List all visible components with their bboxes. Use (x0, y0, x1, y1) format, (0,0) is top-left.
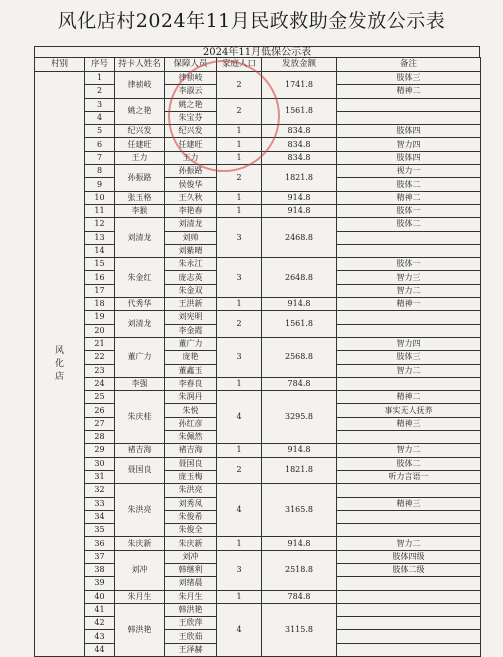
row-number: 4 (85, 111, 115, 124)
village-char: 店 (54, 371, 64, 382)
relief-table (34, 57, 481, 657)
beneficiary-cell: 王力 (165, 151, 217, 164)
table-row (35, 204, 481, 217)
remarks-cell: 智力二 (337, 364, 481, 377)
header-number: 序号 (85, 58, 115, 72)
cardholder-cell: 韩洪艳 (115, 603, 165, 656)
row-number: 36 (85, 537, 115, 550)
table-row (35, 457, 481, 470)
cardholder-cell: 纪兴发 (115, 125, 165, 138)
beneficiary-cell: 韩继利 (165, 563, 217, 576)
remarks-cell (337, 111, 481, 124)
beneficiary-cell: 庞志英 (165, 271, 217, 284)
row-number: 40 (85, 590, 115, 603)
table-row (35, 391, 481, 404)
row-number: 33 (85, 497, 115, 510)
beneficiary-cell: 董广力 (165, 337, 217, 350)
household-size-cell: 3 (217, 258, 262, 298)
remarks-cell: 精神二 (337, 191, 481, 204)
cardholder-cell: 孙振路 (115, 165, 165, 192)
remarks-cell (337, 484, 481, 497)
row-number: 32 (85, 484, 115, 497)
amount-cell: 3115.8 (262, 603, 337, 656)
beneficiary-cell: 侯俊华 (165, 178, 217, 191)
remarks-cell: 肢体三 (337, 351, 481, 364)
amount-cell: 914.8 (262, 204, 337, 217)
table-row (35, 298, 481, 311)
beneficiary-cell: 李金霞 (165, 324, 217, 337)
row-number: 19 (85, 311, 115, 324)
remarks-cell: 视力一 (337, 165, 481, 178)
table-row (35, 537, 481, 550)
remarks-cell: 智力四 (337, 337, 481, 350)
amount-cell: 2468.8 (262, 218, 337, 258)
remarks-cell (337, 617, 481, 630)
village-char: 化 (54, 358, 64, 369)
row-number: 13 (85, 231, 115, 244)
beneficiary-cell: 董鑫玉 (165, 364, 217, 377)
table-row (35, 125, 481, 138)
row-number: 29 (85, 444, 115, 457)
remarks-cell: 听力言语一 (337, 470, 481, 483)
amount-cell: 1561.8 (262, 311, 337, 338)
beneficiary-cell: 韩洪艳 (165, 603, 217, 616)
remarks-cell: 肢体四 (337, 151, 481, 164)
amount-cell: 914.8 (262, 444, 337, 457)
beneficiary-cell: 聂国良 (165, 457, 217, 470)
remarks-cell: 智力三 (337, 271, 481, 284)
row-number: 8 (85, 165, 115, 178)
cardholder-cell: 褚吉海 (115, 444, 165, 457)
amount-cell: 1821.8 (262, 165, 337, 192)
remarks-cell (337, 324, 481, 337)
page-title: 风化店村2024年11月民政救助金发放公示表 (57, 10, 446, 32)
remarks-cell: 肢体四 (337, 125, 481, 138)
household-size-cell: 3 (217, 550, 262, 590)
row-number: 1 (85, 72, 115, 85)
row-number: 28 (85, 431, 115, 444)
table-row (35, 377, 481, 390)
remarks-cell (337, 590, 481, 603)
row-number: 18 (85, 298, 115, 311)
household-size-cell: 4 (217, 391, 262, 444)
remarks-cell (337, 524, 481, 537)
household-size-cell: 1 (217, 204, 262, 217)
table-row (35, 72, 481, 85)
header-row (35, 58, 481, 72)
beneficiary-cell: 朱永江 (165, 258, 217, 271)
amount-cell: 834.8 (262, 138, 337, 151)
household-size-cell: 1 (217, 138, 262, 151)
amount-cell: 834.8 (262, 125, 337, 138)
cardholder-cell: 朱月生 (115, 590, 165, 603)
row-number: 6 (85, 138, 115, 151)
cardholder-cell: 王力 (115, 151, 165, 164)
cardholder-cell: 刘清龙 (115, 218, 165, 258)
table-row (35, 550, 481, 563)
household-size-cell: 3 (217, 337, 262, 377)
table-row (35, 218, 481, 231)
beneficiary-cell: 朱佩然 (165, 431, 217, 444)
household-size-cell: 1 (217, 537, 262, 550)
beneficiary-cell: 姚之艳 (165, 98, 217, 111)
row-number: 35 (85, 524, 115, 537)
cardholder-cell: 律祯岐 (115, 72, 165, 99)
cardholder-cell: 聂国良 (115, 457, 165, 484)
beneficiary-cell: 朱月生 (165, 590, 217, 603)
remarks-cell: 智力二 (337, 537, 481, 550)
remarks-cell: 智力二 (337, 284, 481, 297)
row-number: 31 (85, 470, 115, 483)
beneficiary-cell: 刘清龙 (165, 218, 217, 231)
remarks-cell: 精神二 (337, 85, 481, 98)
table-row (35, 151, 481, 164)
cardholder-cell: 李强 (115, 377, 165, 390)
table-row (35, 484, 481, 497)
beneficiary-cell: 刘宪明 (165, 311, 217, 324)
row-number: 41 (85, 603, 115, 616)
remarks-cell (337, 577, 481, 590)
row-number: 34 (85, 510, 115, 523)
household-size-cell: 2 (217, 457, 262, 484)
row-number: 24 (85, 377, 115, 390)
cardholder-cell: 姚之艳 (115, 98, 165, 125)
cardholder-cell: 朱庆桂 (115, 391, 165, 444)
remarks-cell: 肢体二 (337, 178, 481, 191)
row-number: 22 (85, 351, 115, 364)
row-number: 5 (85, 125, 115, 138)
row-number: 14 (85, 244, 115, 257)
beneficiary-cell: 王欣萍 (165, 617, 217, 630)
table-row (35, 138, 481, 151)
remarks-cell (337, 98, 481, 111)
beneficiary-cell: 朱俊全 (165, 524, 217, 537)
cardholder-cell: 任建旺 (115, 138, 165, 151)
beneficiary-cell: 孙红彦 (165, 417, 217, 430)
remarks-cell: 肢体二级 (337, 563, 481, 576)
household-size-cell: 1 (217, 151, 262, 164)
remarks-cell: 精神三 (337, 497, 481, 510)
row-number: 2 (85, 85, 115, 98)
amount-cell: 834.8 (262, 151, 337, 164)
household-size-cell: 1 (217, 298, 262, 311)
row-number: 30 (85, 457, 115, 470)
household-size-cell: 1 (217, 444, 262, 457)
remarks-cell: 肢体一 (337, 258, 481, 271)
row-number: 3 (85, 98, 115, 111)
household-size-cell: 4 (217, 484, 262, 537)
row-number: 20 (85, 324, 115, 337)
row-number: 42 (85, 617, 115, 630)
beneficiary-cell: 庞艳 (165, 351, 217, 364)
beneficiary-cell: 朱润丹 (165, 391, 217, 404)
table-row (35, 165, 481, 178)
amount-cell: 784.8 (262, 590, 337, 603)
row-number: 25 (85, 391, 115, 404)
remarks-cell (337, 377, 481, 390)
remarks-cell: 精神三 (337, 417, 481, 430)
beneficiary-cell: 朱金双 (165, 284, 217, 297)
household-size-cell: 2 (217, 311, 262, 338)
remarks-cell: 智力二 (337, 444, 481, 457)
beneficiary-cell: 朱庆新 (165, 537, 217, 550)
amount-cell: 2518.8 (262, 550, 337, 590)
beneficiary-cell: 王欣茹 (165, 630, 217, 643)
table-row (35, 444, 481, 457)
header-remarks: 备注 (337, 58, 481, 72)
cardholder-cell: 刘清龙 (115, 311, 165, 338)
household-size-cell: 4 (217, 603, 262, 656)
remarks-cell: 肢体一 (337, 204, 481, 217)
header-village: 村别 (35, 58, 85, 72)
remarks-cell: 肢体三 (337, 72, 481, 85)
table-row (35, 337, 481, 350)
beneficiary-cell: 刘帅 (165, 231, 217, 244)
beneficiary-cell: 朱洪亮 (165, 484, 217, 497)
cardholder-cell: 张玉格 (115, 191, 165, 204)
household-size-cell: 1 (217, 125, 262, 138)
cardholder-cell: 李猴 (115, 204, 165, 217)
beneficiary-cell: 任建旺 (165, 138, 217, 151)
beneficiary-cell: 刘冲 (165, 550, 217, 563)
household-size-cell: 2 (217, 165, 262, 192)
row-number: 27 (85, 417, 115, 430)
household-size-cell: 1 (217, 191, 262, 204)
amount-cell: 1741.8 (262, 72, 337, 99)
amount-cell: 914.8 (262, 191, 337, 204)
beneficiary-cell: 王久秋 (165, 191, 217, 204)
remarks-cell: 精神二 (337, 391, 481, 404)
beneficiary-cell: 李春良 (165, 377, 217, 390)
cardholder-cell: 朱庆新 (115, 537, 165, 550)
household-size-cell: 2 (217, 72, 262, 99)
remarks-cell: 肢体四级 (337, 550, 481, 563)
village-cell (35, 72, 85, 657)
amount-cell: 914.8 (262, 298, 337, 311)
row-number: 11 (85, 204, 115, 217)
household-size-cell: 1 (217, 377, 262, 390)
table-row (35, 258, 481, 271)
row-number: 16 (85, 271, 115, 284)
row-number: 9 (85, 178, 115, 191)
amount-cell: 1561.8 (262, 98, 337, 125)
household-size-cell: 3 (217, 218, 262, 258)
cardholder-cell: 董广力 (115, 337, 165, 377)
amount-cell: 914.8 (262, 537, 337, 550)
amount-cell: 1821.8 (262, 457, 337, 484)
beneficiary-cell: 朱悦 (165, 404, 217, 417)
beneficiary-cell: 王洪新 (165, 298, 217, 311)
cardholder-cell: 朱洪亮 (115, 484, 165, 537)
beneficiary-cell: 孙振路 (165, 165, 217, 178)
remarks-cell: 精神一 (337, 298, 481, 311)
remarks-cell (337, 231, 481, 244)
table-row (35, 311, 481, 324)
household-size-cell: 2 (217, 98, 262, 125)
row-number: 7 (85, 151, 115, 164)
remarks-cell (337, 311, 481, 324)
beneficiary-cell: 王泽赫 (165, 643, 217, 656)
header-amount: 发放金额 (262, 58, 337, 72)
row-number: 38 (85, 563, 115, 576)
remarks-cell (337, 510, 481, 523)
village-char: 风 (54, 345, 64, 356)
row-number: 23 (85, 364, 115, 377)
remarks-cell: 智力四 (337, 138, 481, 151)
beneficiary-cell: 褚吉海 (165, 444, 217, 457)
table-row (35, 590, 481, 603)
beneficiary-cell: 李艳春 (165, 204, 217, 217)
cardholder-cell: 代秀华 (115, 298, 165, 311)
header-household-size: 家庭人口 (217, 58, 262, 72)
row-number: 37 (85, 550, 115, 563)
remarks-cell (337, 603, 481, 616)
row-number: 44 (85, 643, 115, 656)
amount-cell: 3295.8 (262, 391, 337, 444)
table-row (35, 603, 481, 616)
remarks-cell: 肢体二 (337, 457, 481, 470)
amount-cell: 784.8 (262, 377, 337, 390)
remarks-cell: 肢体二 (337, 218, 481, 231)
beneficiary-cell: 刘秀凤 (165, 497, 217, 510)
beneficiary-cell: 李淑云 (165, 85, 217, 98)
remarks-cell (337, 630, 481, 643)
row-number: 10 (85, 191, 115, 204)
row-number: 12 (85, 218, 115, 231)
remarks-cell: 事实无人抚养 (337, 404, 481, 417)
beneficiary-cell: 朱俊希 (165, 510, 217, 523)
remarks-cell (337, 431, 481, 444)
row-number: 39 (85, 577, 115, 590)
beneficiary-cell: 纪兴发 (165, 125, 217, 138)
amount-cell: 3165.8 (262, 484, 337, 537)
beneficiary-cell: 刘绪晨 (165, 577, 217, 590)
header-cardholder: 持卡人姓名 (115, 58, 165, 72)
beneficiary-cell: 律祯岐 (165, 72, 217, 85)
header-beneficiary: 保障人员 (165, 58, 217, 72)
amount-cell: 2648.8 (262, 258, 337, 298)
table-row (35, 98, 481, 111)
table-body (35, 58, 481, 657)
beneficiary-cell: 刘紫晴 (165, 244, 217, 257)
row-number: 17 (85, 284, 115, 297)
row-number: 43 (85, 630, 115, 643)
table-row (35, 191, 481, 204)
remarks-cell (337, 244, 481, 257)
beneficiary-cell: 庞玉梅 (165, 470, 217, 483)
row-number: 15 (85, 258, 115, 271)
beneficiary-cell: 朱宝芬 (165, 111, 217, 124)
row-number: 21 (85, 337, 115, 350)
amount-cell: 2568.8 (262, 337, 337, 377)
table-subtitle: 2024年11月低保公示表 (34, 46, 480, 57)
cardholder-cell: 刘冲 (115, 550, 165, 590)
cardholder-cell: 朱金红 (115, 258, 165, 298)
household-size-cell: 1 (217, 590, 262, 603)
row-number: 26 (85, 404, 115, 417)
